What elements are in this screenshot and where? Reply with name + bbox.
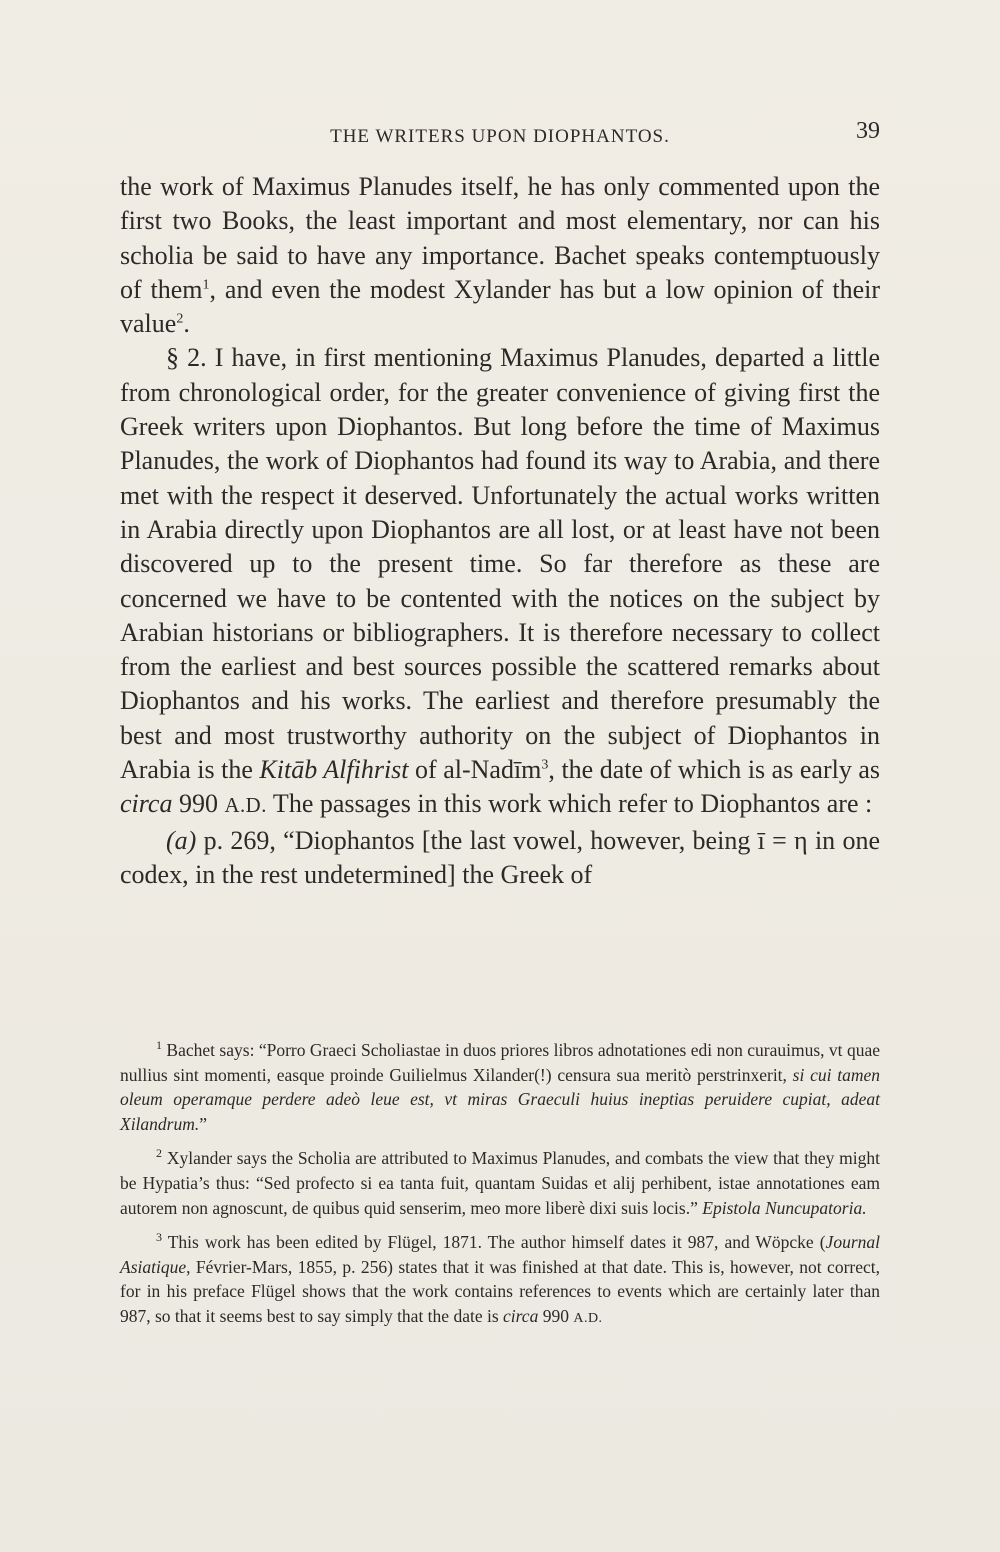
footnote-ref-3: 3 <box>541 757 549 773</box>
footnote-ref-1: 1 <box>202 277 210 293</box>
p2-text-c: , the date of which is as early as <box>548 755 881 785</box>
p2-text-b: of al-Nadīm <box>408 755 542 785</box>
footnote-3-number: 3 <box>156 1230 162 1245</box>
p1-text-c: . <box>183 309 190 339</box>
footnote-1-close: ” <box>199 1113 208 1134</box>
p1-text-b: , and even the modest Xylander has but a low opinion of their value <box>120 274 880 339</box>
ad-smallcaps: A.D. <box>224 794 267 818</box>
page-header <box>120 118 880 150</box>
footnote-3-ad: A.D. <box>573 1310 603 1326</box>
circa-italic: circa <box>120 789 173 819</box>
footnote-1-text: Bachet says: “Porro Graeci Scholiastae in duos priores libros adnotationes edi non curauimus, vt quae nullius sint momenti, easque proinde Guilielmus Xilander(!) censura sua meritò perstrinxerit, <box>120 1040 880 1085</box>
footnote-2-text: Xylander says the Scholia are attributed to Maximus Planudes, and combats the view that they might be Hypatia’s thus: “Sed profecto si ea tanta fuit, quantam Suidas et alij perhibent, istae annotationes eam autorem non agnoscunt, de quibus quid senserim, meo more liberè dixi suis locis.” <box>120 1148 880 1218</box>
footnote-2-number: 2 <box>156 1146 162 1161</box>
footnote-2 <box>120 1146 880 1220</box>
footnote-1-italic: si cui tamen oleum operamque perdere adeò leue est, vt miras Graeculi huius ineptias peruidere cupiat, adeat Xilandrum. <box>120 1064 880 1134</box>
footnote-1 <box>120 1038 880 1136</box>
paragraph-2 <box>120 341 880 823</box>
journal-title: Journal Asiatique <box>120 1232 880 1277</box>
footnote-3-text-c: 990 <box>538 1305 574 1326</box>
main-text <box>120 170 880 892</box>
footnotes <box>120 1038 880 1342</box>
paragraph-3 <box>120 824 880 893</box>
footnote-ref-2: 2 <box>176 311 184 327</box>
page-number: 39 <box>856 118 880 144</box>
p2-text-e: The passages in this work which refer to Diophantos are : <box>266 789 873 819</box>
p2-text-a: § 2. I have, in first mentioning Maximus Planudes, departed a little from chronological order, for the greater convenience of giving first the Greek writers upon Diophantos. But long before the time of Maximus Planudes, the work of Diophantos had found its way to Arabia, and there met with the respect it deserved. Unfortunately the actual works written in Arabia directly upon Diophantos are all lost, or at least have not been discovered up to the present time. So far therefore as these are concerned we have to be contented with the notices on the subject by Arabian historians or bibliographers. It is therefore necessary to collect from the earliest and best sources possible the scattered remarks about Diophantos and his works. The earliest and therefore presumably the best and most trustworthy authority on the subject of Diophantos in Arabia is the <box>120 343 880 785</box>
footnote-3-text-a: This work has been edited by Flügel, 1871. The author himself dates it 987, and Wöpcke ( <box>167 1232 826 1253</box>
p2-text-d: 990 <box>172 789 225 819</box>
footnote-2-italic: Epistola Nuncupatoria. <box>702 1197 867 1218</box>
item-label: (a) <box>166 825 197 855</box>
footnote-1-number: 1 <box>156 1038 162 1053</box>
book-title: Kitāb Alfihrist <box>259 755 409 785</box>
footnote-3 <box>120 1230 880 1331</box>
p3-text: p. 269, “Diophantos [the last vowel, however, being ī = η in one codex, in the rest undetermined] the Greek of <box>120 825 880 889</box>
footnote-3-circa: circa <box>503 1305 539 1326</box>
running-head: THE WRITERS UPON DIOPHANTOS. <box>330 126 670 147</box>
paragraph-1 <box>120 170 880 341</box>
footnote-3-text-b: , Février-Mars, 1855, p. 256) states that it was finished at that date. This is, however, not correct, for in his preface Flügel shows that the work contains references to events which are certainly later than 987, so that it seems best to say simply that the date is <box>120 1256 880 1326</box>
p1-text-a: the work of Maximus Planudes itself, he has only commented upon the first two Books, the least important and most elementary, nor can his scholia be said to have any importance. Bachet speaks contemptuously of them <box>120 172 880 304</box>
